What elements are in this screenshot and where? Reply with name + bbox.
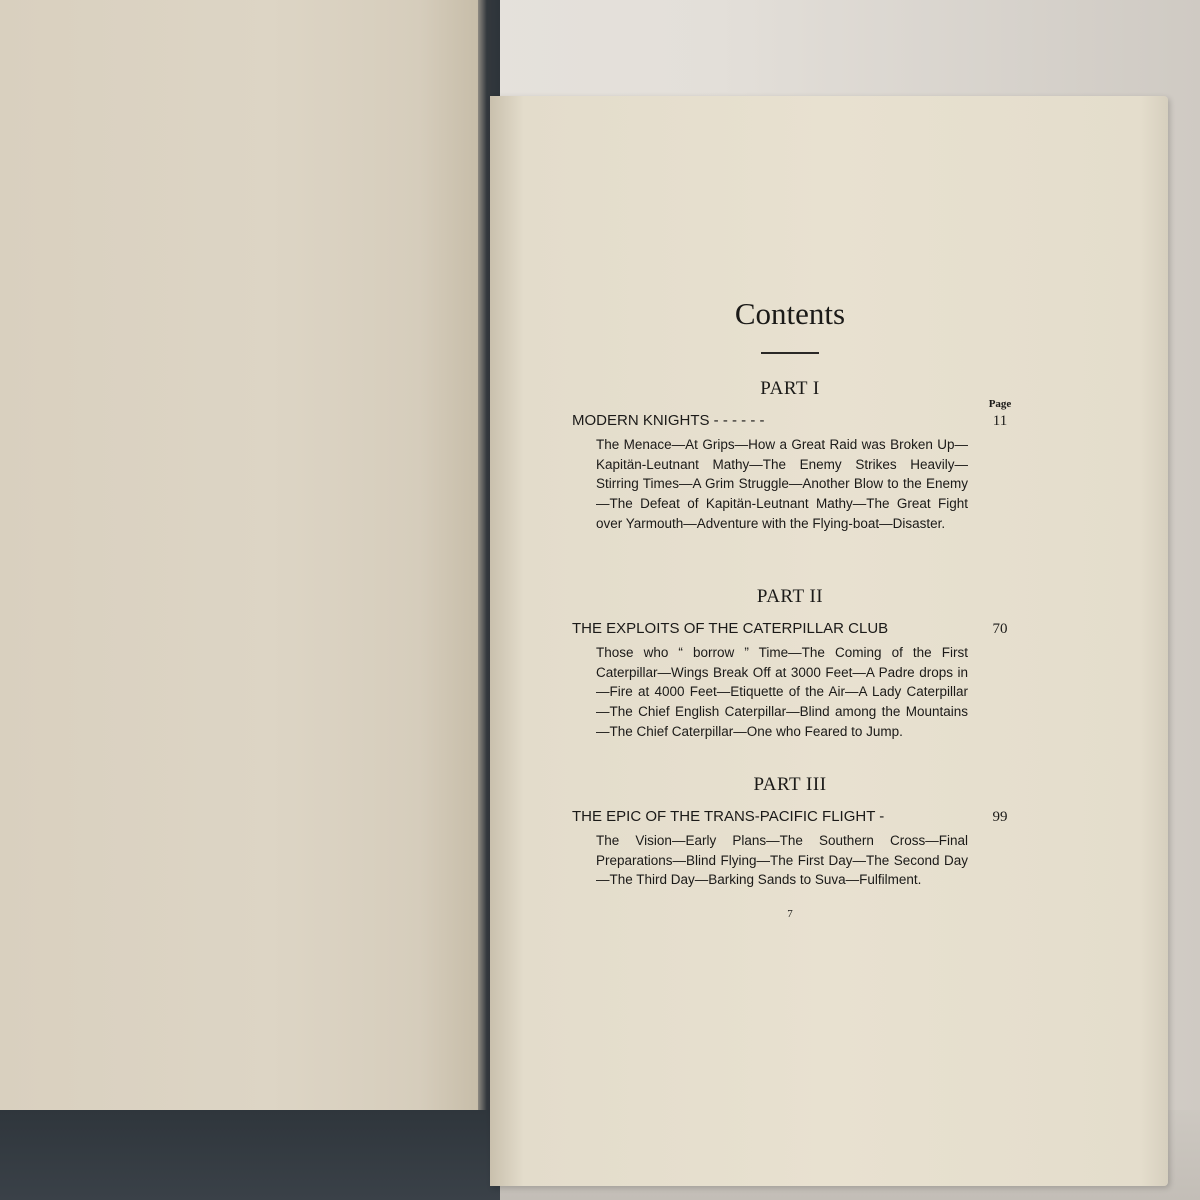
page-column-header: Page bbox=[988, 398, 1012, 410]
part-3-description: The Vision—Early Plans—The Southern Cross—Final Preparations—Blind Flying—The First Day—The Second Day—The Third Day—Barking Sands to Suva—Fulfilment. bbox=[596, 833, 968, 888]
part-2-description: Those who “ borrow ” Time—The Coming of the First Caterpillar—Wings Break Off at 3000 Feet—A Padre drops in—Fire at 4000 Feet—Etiquette of the Air—A Lady Caterpillar—The Chief English Caterpillar—Blind among the Mountains—The Chief Caterpillar—One who Feared to Jump. bbox=[596, 645, 968, 739]
part-3-heading: PART III bbox=[753, 774, 827, 795]
page-title: Contents bbox=[734, 296, 846, 331]
part-3-page-number: 99 bbox=[992, 809, 1008, 825]
part-1-title: MODERN KNIGHTS - - - - - - bbox=[572, 412, 765, 429]
part-1-heading: PART I bbox=[760, 378, 820, 399]
title-rule bbox=[761, 352, 819, 354]
part-3-title: THE EPIC OF THE TRANS-PACIFIC FLIGHT - bbox=[572, 808, 885, 825]
part-1-page-number: 11 bbox=[992, 413, 1008, 429]
part-2-heading: PART II bbox=[756, 586, 824, 607]
page-folio-number: 7 bbox=[787, 908, 793, 920]
part-2-page-number: 70 bbox=[992, 621, 1008, 637]
part-2-title: THE EXPLOITS OF THE CATERPILLAR CLUB bbox=[572, 620, 889, 637]
part-1-description: The Menace—At Grips—How a Great Raid was Broken Up—Kapitän-Leutnant Mathy—The Enemy Strikes Heavily—Stirring Times—A Grim Struggle—Another Blow to the Enemy—The Defeat of Kapitän-Leutnant Mathy—The Great Fight over Yarmouth—Adventure with the Flying-boat—Disaster. bbox=[596, 437, 968, 531]
